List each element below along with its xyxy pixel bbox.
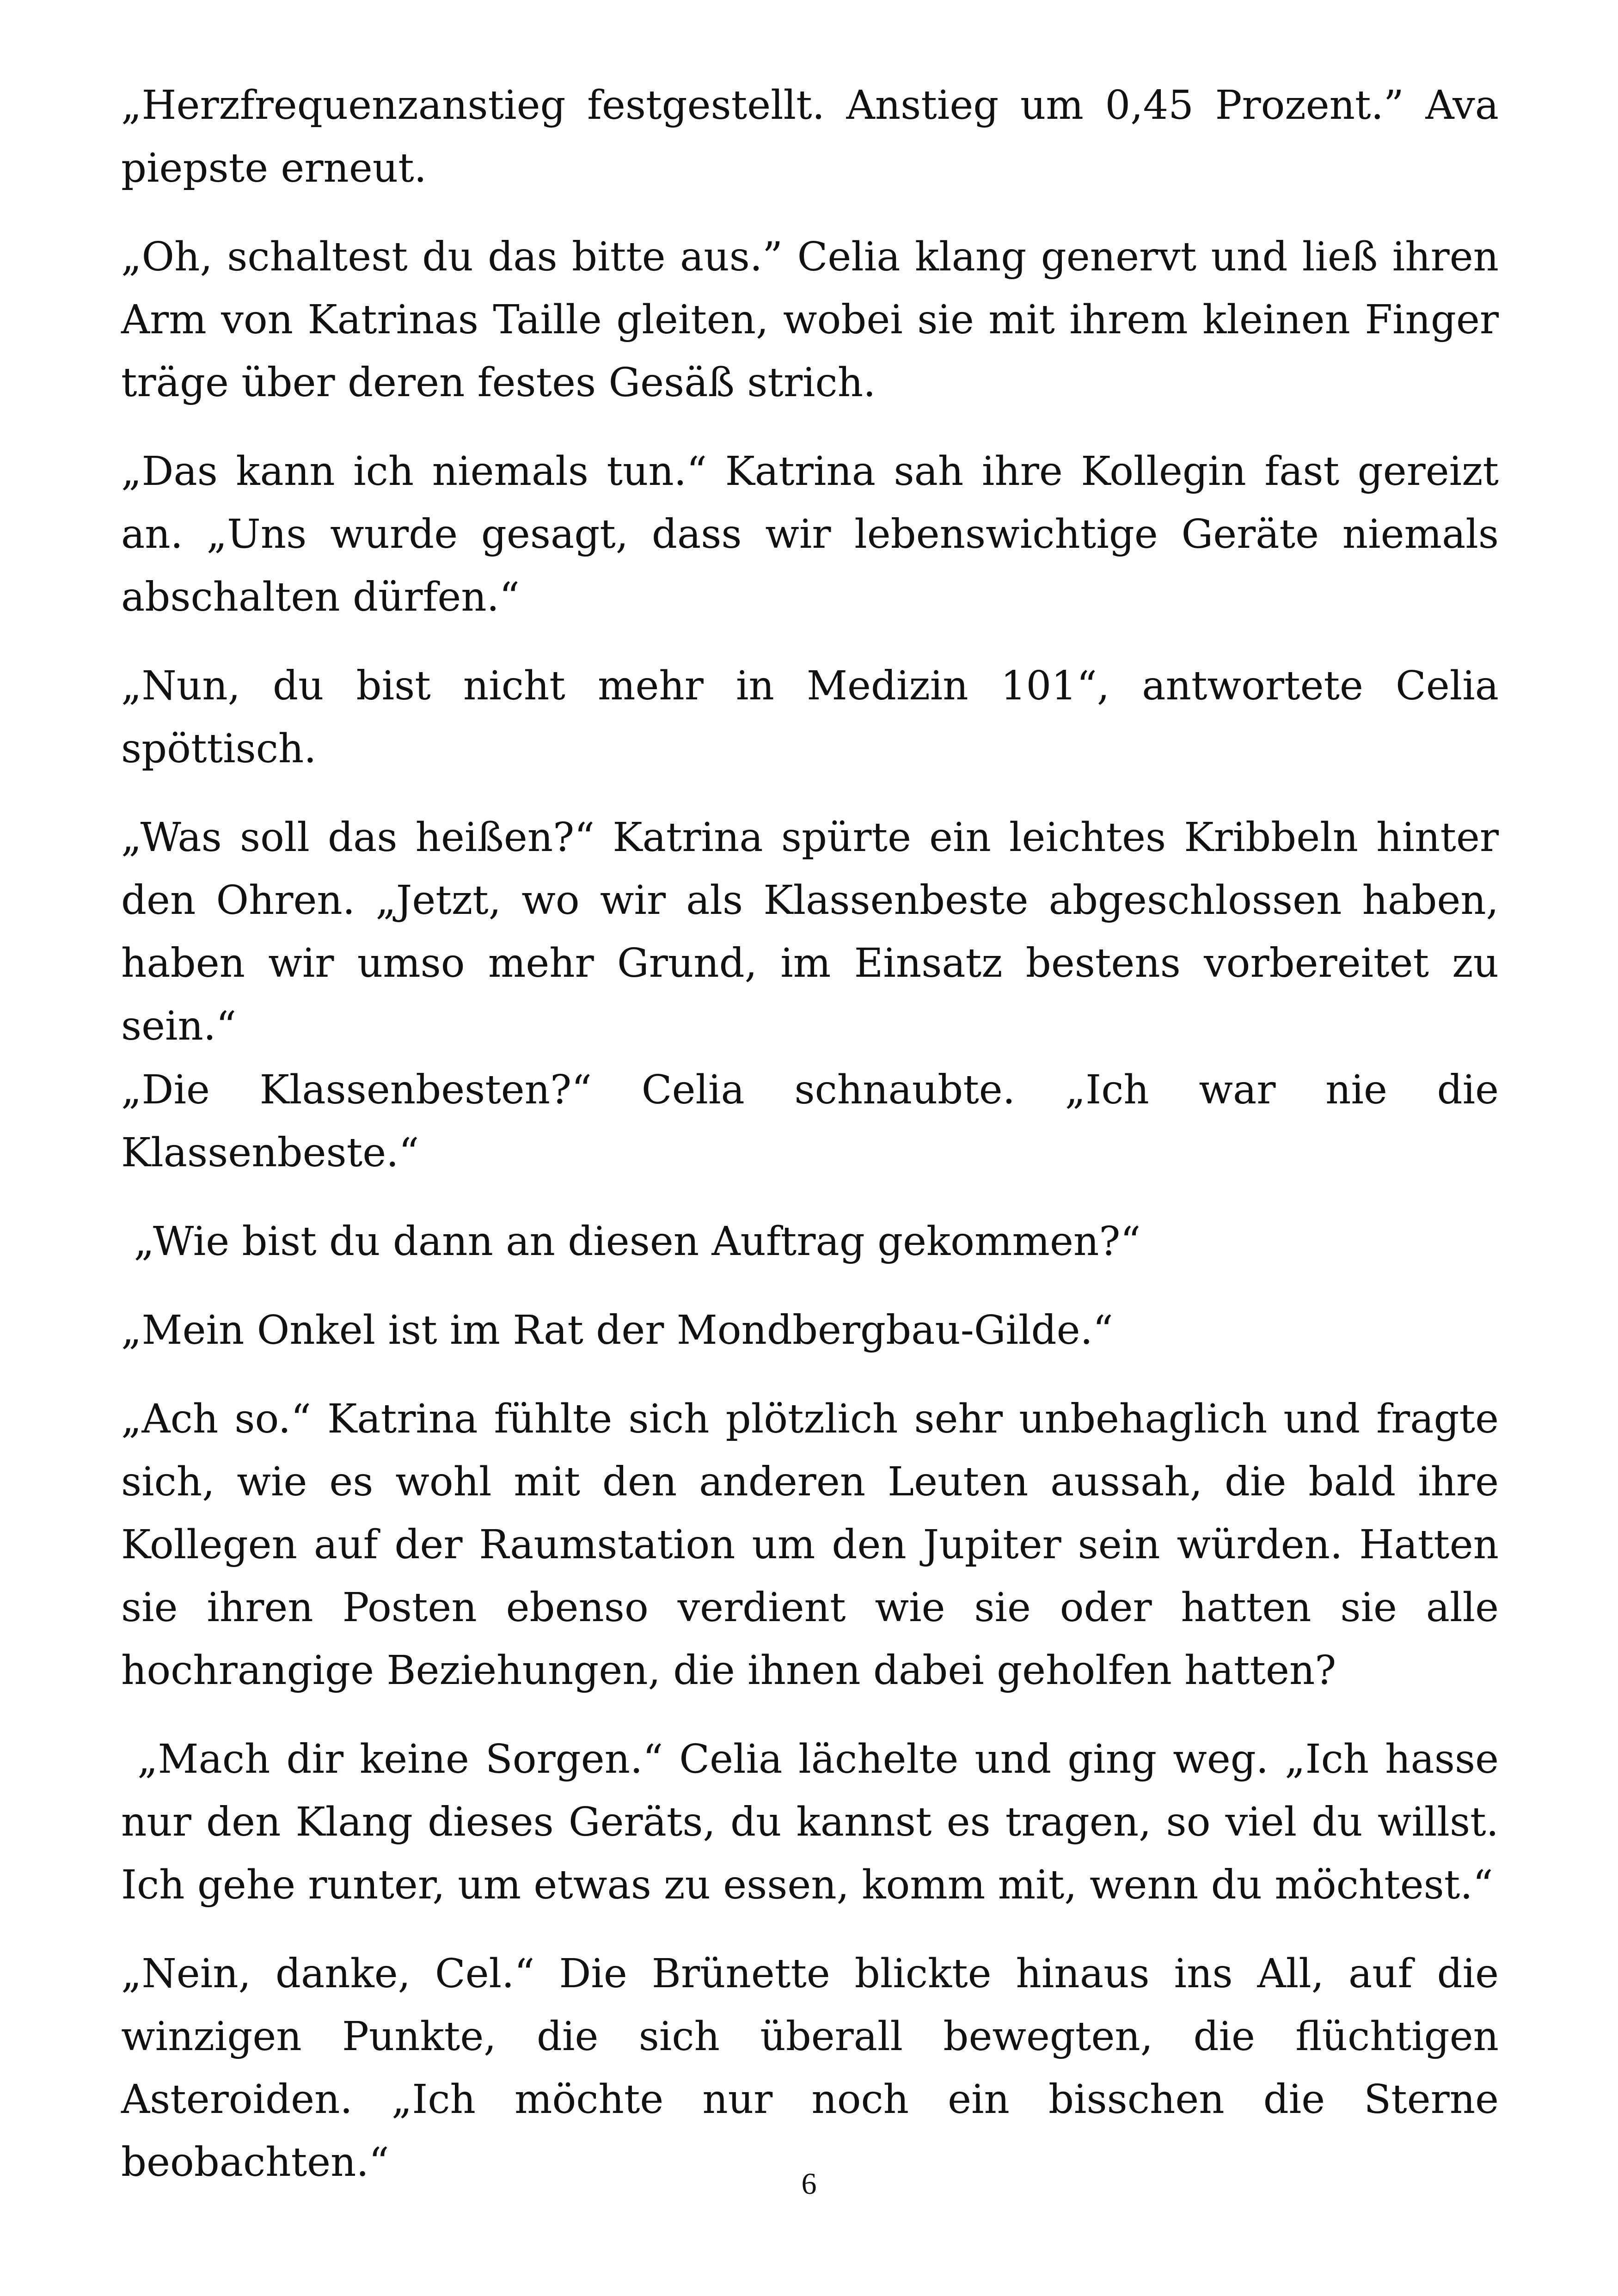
page-number: 6 [801,2167,817,2201]
paragraph-6: „Die Klassenbesten?“ Celia schnaubte. „Ich war nie die Klassenbeste.“ [121,1067,1499,1176]
paragraph-2: „Oh, schaltest du das bitte aus.” Celia klang genervt und ließ ihren Arm von Katrinas Taille gleiten, wobei sie mit ihrem kleinen Finger träge über deren festes Gesäß strich. [121,234,1499,406]
paragraph-10: „Mach dir keine Sorgen.“ Celia lächelte und ging weg. „Ich hasse nur den Klang dieses Geräts, du kannst es tragen, so viel du willst. Ich gehe runter, um etwas zu essen, komm mit, wenn du möchtest.“ [121,1736,1512,1908]
paragraph-11: „Nein, danke, Cel.“ Die Brünette blickte hinaus ins All, auf die winzigen Punkte, die sich überall bewegten, die flüchtigen Asteroiden. „Ich möchte nur noch ein bisschen die Sterne beobachten.“ [121,1951,1499,2186]
paragraph-3: „Das kann ich niemals tun.“ Katrina sah ihre Kollegin fast gereizt an. „Uns wurde gesagt, dass wir lebenswichtige Geräte niemals abschalten dürfen.“ [121,448,1499,620]
paragraph-7: „Wie bist du dann an diesen Auftrag gekommen?“ [121,1218,1141,1265]
paragraph-8: „Mein Onkel ist im Rat der Mondbergbau-Gilde.“ [121,1307,1113,1353]
text-block-bottom [121,1059,1512,2194]
paragraph-9: „Ach so.“ Katrina fühlte sich plötzlich sehr unbehaglich und fragte sich, wie es wohl mit den anderen Leuten aussah, die bald ihre Kollegen auf der Raumstation um den Jupiter sein würden. Hatten sie ihren Posten ebenso verdient wie sie oder hatten sie alle hochrangige Beziehungen, die ihnen dabei geholfen hatten? [121,1396,1499,1694]
paragraph-4: „Nun, du bist nicht mehr in Medizin 101“, antwortete Celia spöttisch. [121,663,1499,772]
paragraph-1: „Herzfrequenzanstieg festgestellt. Anstieg um 0,45 Prozent.” Ava piepste erneut. [121,82,1499,191]
text-block-top [121,74,1499,1058]
paragraph-5: „Was soll das heißen?“ Katrina spürte ein leichtes Kribbeln hinter den Ohren. „Jetzt, wo wir als Klassenbeste abgeschlossen haben, haben wir umso mehr Grund, im Einsatz bestens vorbereitet zu sein.“ [121,814,1499,1049]
